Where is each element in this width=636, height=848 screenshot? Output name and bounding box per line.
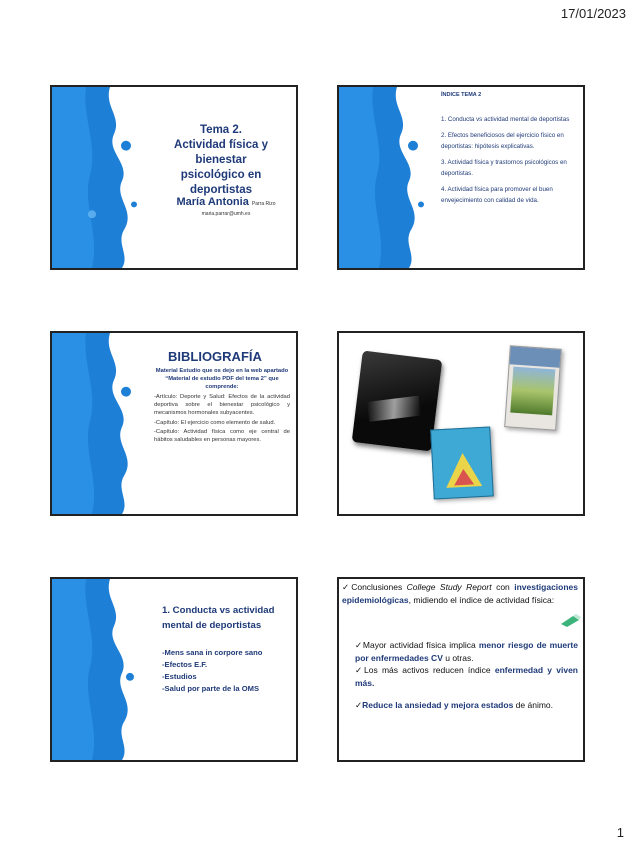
bibliography-heading: BIBLIOGRAFÍA [168,349,262,364]
page-date: 17/01/2023 [560,6,626,21]
list-item: ✓Mayor actividad física implica menor riesgo de muerte por enfermedades CV u otras. [355,640,578,663]
list-item: -Capítulo: El ejercicio como elemento de salud. [154,419,276,426]
blue-splash-image [339,87,439,268]
list-item: -Capítulo: Actividad física como eje central de hábitos saludables en personas mayores. [154,428,290,444]
bibliography-intro: Material Estudio que os dejo en la web apartado “Material de estudio PDF del tema 2” que comprende: [155,368,289,391]
list-item: -Estudios [162,672,197,681]
page-number: 1 [616,825,624,840]
slide-1-title: Tema 2. Actividad física y bienestar psicológico en deportistas [174,124,268,196]
author-email: maria.parrar@umh.es [201,211,251,217]
list-item: 3. Actividad física y trastornos psicológicos en deportistas. [441,159,567,177]
slide-3 [50,331,298,516]
check-icon: ✓ [342,582,352,592]
list-item: ✓Reduce la ansiedad y mejora estados de ánimo. [355,700,554,710]
slide-5-list [162,647,290,695]
check-icon: ✓ [355,665,365,675]
blue-splash-image [52,87,152,268]
list-item: 4. Actividad física para promover el buen envejecimiento con calidad de vida. [441,186,553,204]
author-name: María Antonia Parra Rizo [176,196,276,208]
list-item: -Artículo: Deporte y Salud: Efectos de la actividad deportiva sobre el bienestar psicológico y mecanismos hormonales subyacentes. [154,394,290,417]
blue-splash-image [52,579,152,760]
book-cover-pyramid [430,426,494,499]
list-item: ✓Los más activos reducen índice enfermedad y viven más. [355,665,578,688]
slide-1 [50,85,298,270]
list-item: -Salud por parte de la OMS [162,684,260,693]
book-cover-dark [352,350,443,451]
bibliography-list [154,393,290,445]
index-heading: ÍNDICE TEMA 2 [441,92,482,98]
list-item: -Mens sana in corpore sano [162,648,263,657]
slide-5-heading: 1. Conducta vs actividad mental de deportistas [162,605,275,631]
index-list [441,114,577,211]
conclusions-intro: ✓Conclusiones College Study Report con investigaciones epidemiológicas, midiendo el índice de actividad física: [342,582,578,605]
blue-splash-image [52,333,152,514]
list-item: 1. Conducta vs actividad mental de deportistas [441,116,570,123]
slide-6 [337,577,585,762]
slide-2 [337,85,585,270]
check-icon: ✓ [355,640,363,650]
marker-pen-icon [559,614,581,628]
slide-5 [50,577,298,762]
list-item: -Efectos E.F. [162,660,208,669]
book-cover-landscape [504,345,562,430]
conclusions-list [355,639,578,712]
check-icon: ✓ [355,700,363,710]
list-item: 2. Efectos beneficiosos del ejercicio físico en deportistas: hipótesis explicativas. [441,132,564,150]
slide-4 [337,331,585,516]
